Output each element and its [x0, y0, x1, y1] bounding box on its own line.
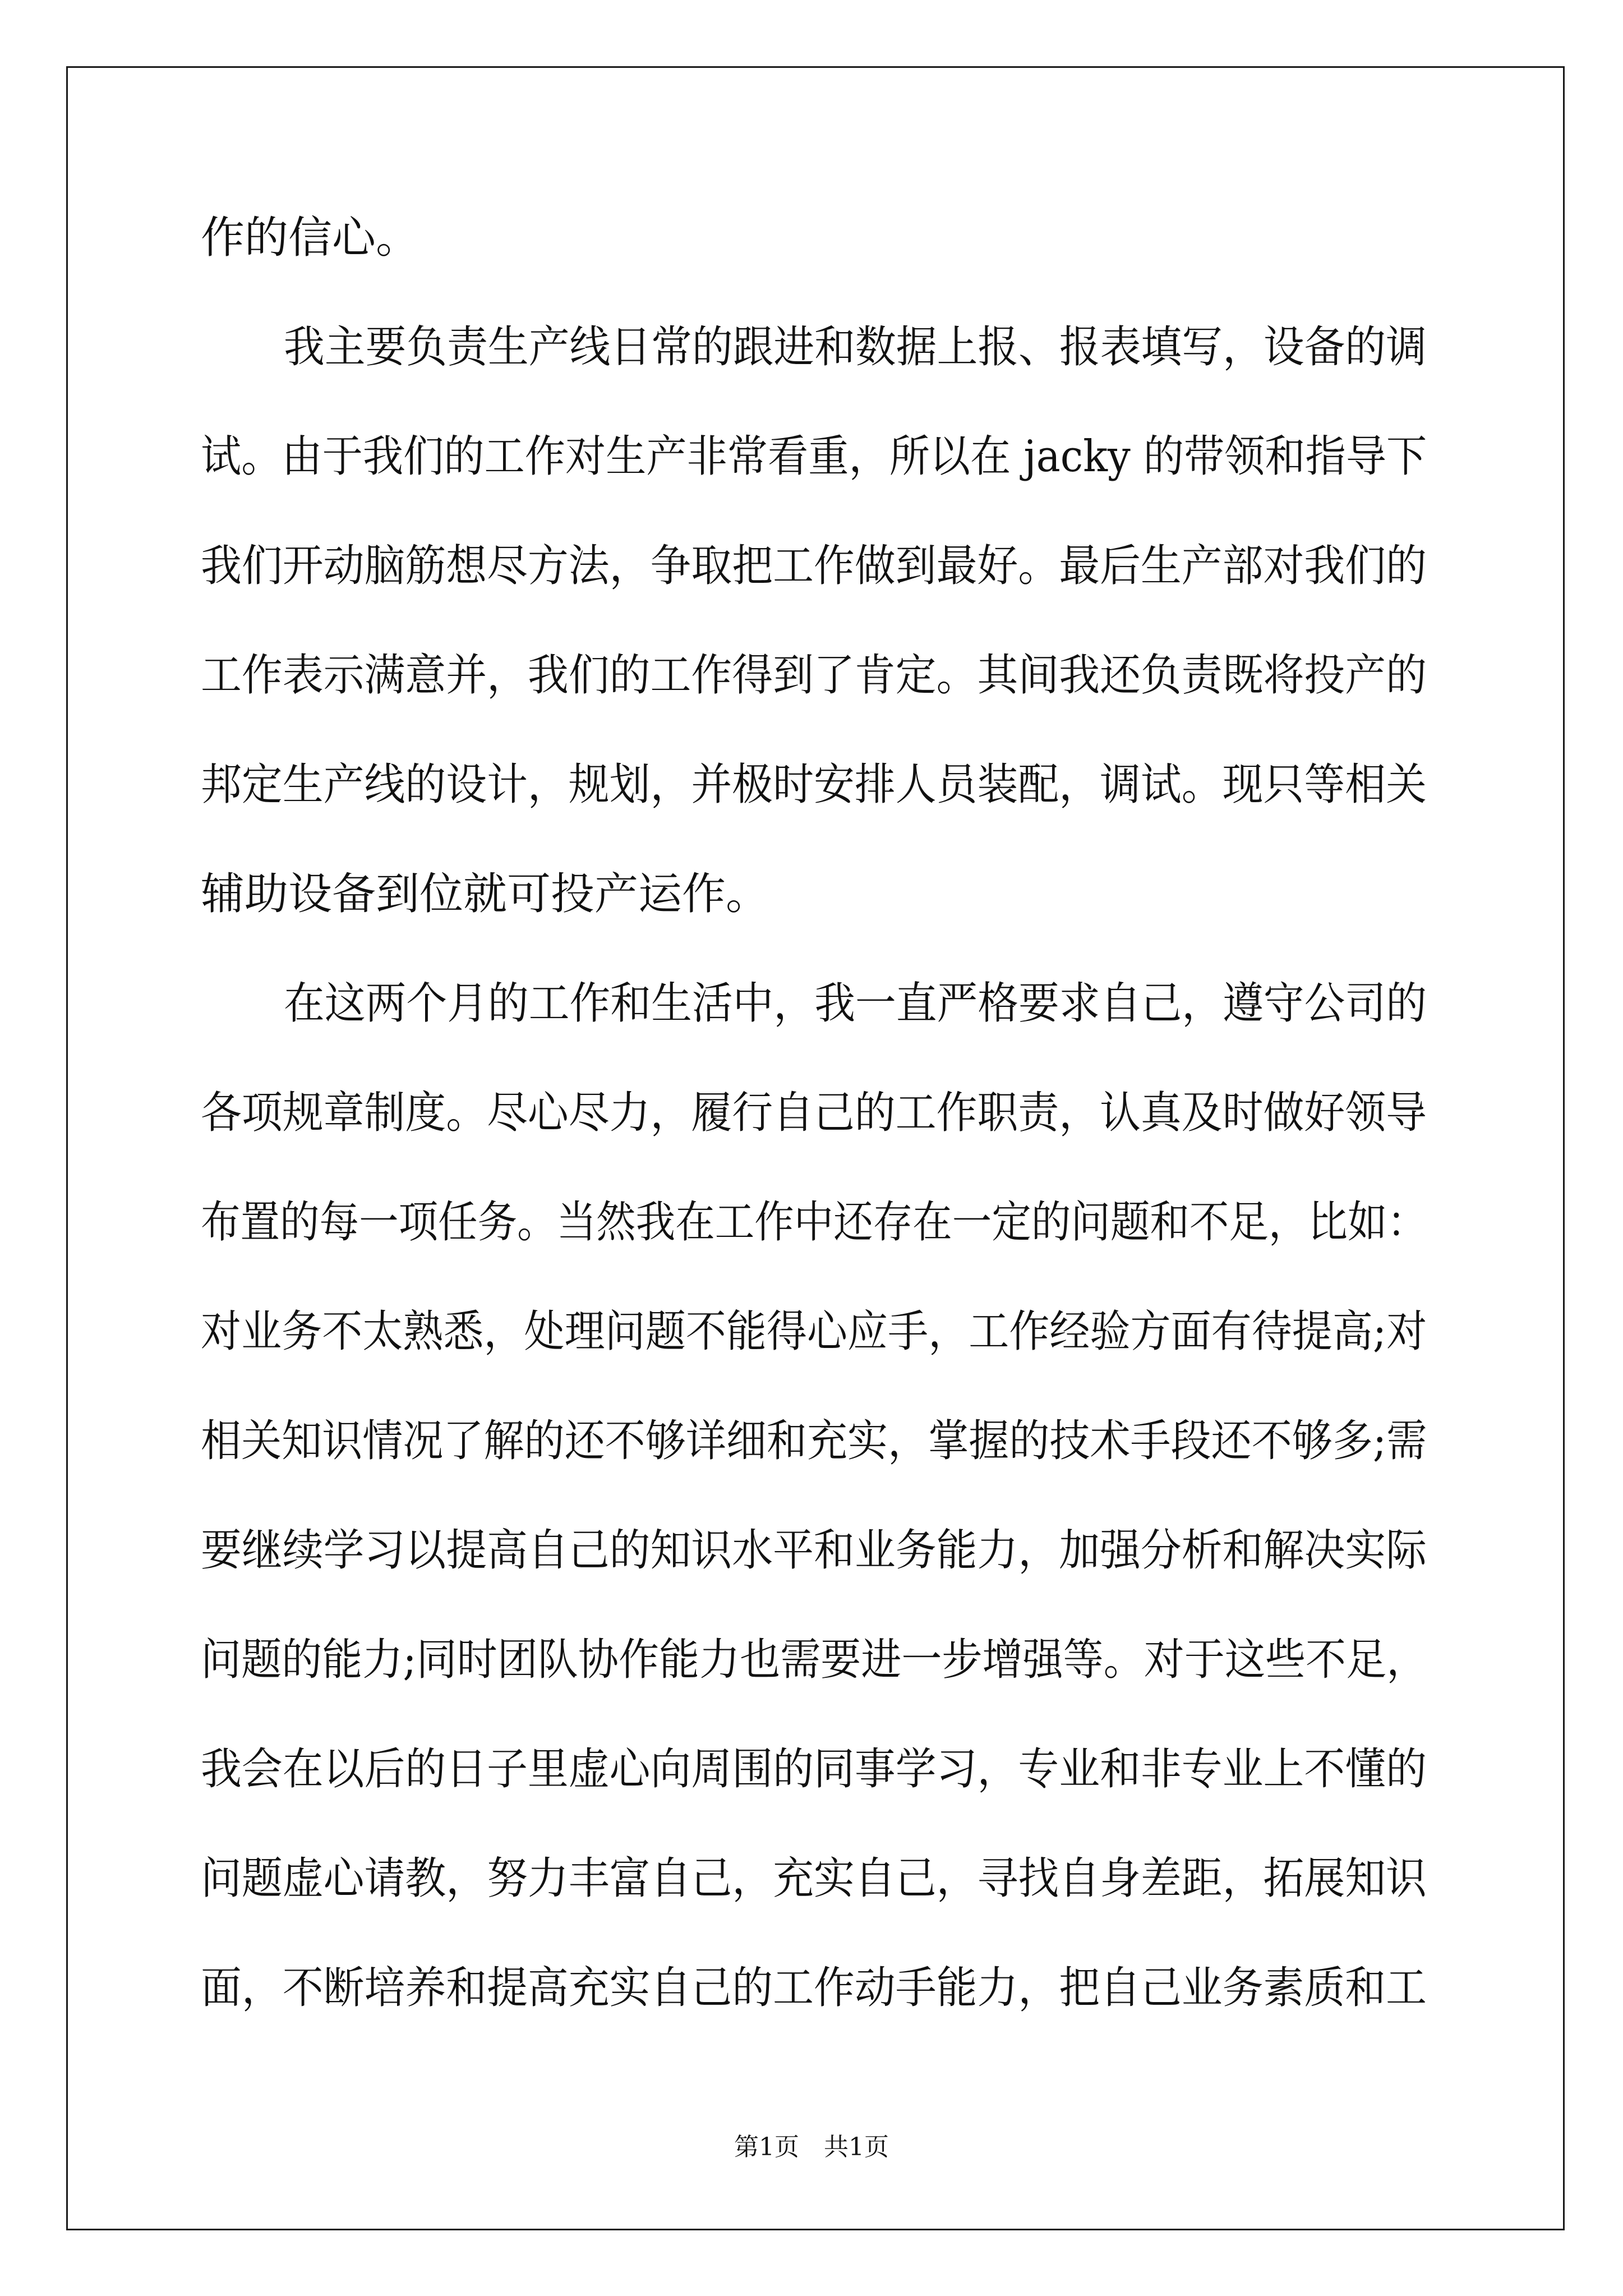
text-line: 问题虚心请教，努力丰富自己，充实自己，寻找自身差距，拓展知识 [201, 1853, 1427, 1904]
text-line: 我会在以后的日子里虚心向周围的同事学习，专业和非专业上不懂的 [201, 1744, 1427, 1795]
text-line: 各项规章制度。尽心尽力，履行自己的工作职责，认真及时做好领导 [201, 1088, 1427, 1138]
text-line: 布置的每一项任务。当然我在工作中还存在一定的问题和不足，比如： [201, 1197, 1427, 1248]
text-line: 邦定生产线的设计，规划，并极时安排人员装配，调试。现只等相关 [201, 760, 1427, 810]
text-line: 我主要负责生产线日常的跟进和数据上报、报表填写，设备的调 [284, 322, 1427, 372]
text-line: 相关知识情况了解的还不够详细和充实，掌握的技术手段还不够多;需 [201, 1416, 1427, 1466]
text-line: 工作表示满意并，我们的工作得到了肯定。其间我还负责既将投产的 [201, 650, 1427, 701]
text-line: 在这两个月的工作和生活中，我一直严格要求自己，遵守公司的 [284, 978, 1427, 1029]
text-line: 对业务不太熟悉，处理问题不能得心应手，工作经验方面有待提高;对 [201, 1306, 1427, 1357]
page-number-footer: 第1页 共1页 [734, 2133, 889, 2161]
text-line: 辅助设备到位就可投产运作。 [201, 869, 770, 919]
text-line: 问题的能力;同时团队协作能力也需要进一步增强等。对于这些不足， [201, 1635, 1427, 1685]
text-line: 试。由于我们的工作对生产非常看重，所以在 jacky 的带领和指导下 [201, 431, 1427, 482]
text-line: 作的信心。 [201, 213, 420, 263]
text-line: 我们开动脑筋想尽方法，争取把工作做到最好。最后生产部对我们的 [201, 541, 1427, 591]
text-line: 要继续学习以提高自己的知识水平和业务能力，加强分析和解决实际 [201, 1525, 1427, 1576]
text-line: 面，不断培养和提高充实自己的工作动手能力，把自己业务素质和工 [201, 1963, 1427, 2013]
